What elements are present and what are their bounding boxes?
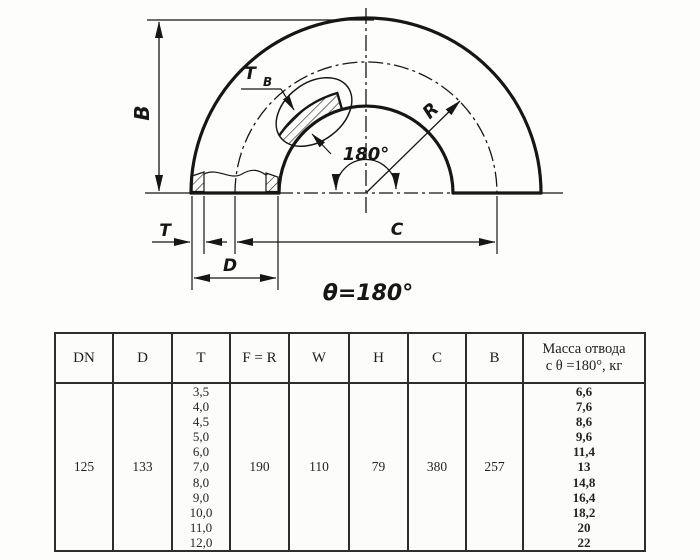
cell-f-r: 190 bbox=[230, 383, 289, 551]
dimensions-table bbox=[54, 332, 646, 552]
mass-header-line2: с θ =180°, кг bbox=[545, 358, 623, 374]
dimension-extension-lines bbox=[192, 196, 497, 290]
mass-values-list: 6,6 7,6 8,6 9,6 11,4 13 14,8 16,4 18,2 20 22 bbox=[572, 384, 596, 550]
angle-label: 180° bbox=[342, 144, 390, 165]
cell-dn: 125 bbox=[55, 383, 113, 551]
dimension-B bbox=[130, 22, 159, 191]
col-header-c: C bbox=[408, 333, 466, 383]
break-wavy-line bbox=[204, 170, 266, 176]
dim-T-label: T bbox=[159, 221, 171, 241]
dim-D-label: D bbox=[222, 256, 238, 276]
col-header-w: W bbox=[289, 333, 349, 383]
dimension-T bbox=[152, 221, 227, 242]
cell-d: 133 bbox=[113, 383, 172, 551]
dim-B-label: B bbox=[130, 105, 154, 121]
cell-b: 257 bbox=[466, 383, 523, 551]
extension-and-center-lines bbox=[145, 8, 563, 214]
col-header-mass bbox=[523, 333, 645, 383]
col-header-t: T bbox=[172, 333, 230, 383]
mass-header-line1: Масса отвода bbox=[542, 341, 626, 357]
col-header-h: H bbox=[349, 333, 408, 383]
col-header-b: B bbox=[466, 333, 523, 383]
t-values-list: 3,5 4,0 4,5 5,0 6,0 7,0 8,0 9,0 10,0 11,0 12,0 bbox=[189, 384, 213, 550]
dim-C-label: C bbox=[390, 220, 404, 240]
cell-mass-values bbox=[523, 383, 645, 551]
dimension-D bbox=[194, 256, 276, 278]
table-row bbox=[55, 383, 645, 551]
col-header-dn: DN bbox=[55, 333, 113, 383]
header-row bbox=[55, 333, 645, 383]
right-wall-hatch bbox=[266, 173, 278, 192]
left-wall-hatch bbox=[192, 172, 204, 192]
dim-Tb-label: T bbox=[244, 64, 256, 84]
cell-w: 110 bbox=[289, 383, 349, 551]
col-header-f-r: F = R bbox=[230, 333, 289, 383]
col-header-d: D bbox=[113, 333, 172, 383]
cell-h: 79 bbox=[349, 383, 408, 551]
theta-annotation: θ=180° bbox=[322, 281, 414, 306]
cell-t-values bbox=[172, 383, 230, 551]
dimension-C bbox=[237, 220, 495, 242]
cell-c: 380 bbox=[408, 383, 466, 551]
dim-R-label: R bbox=[418, 98, 444, 124]
dim-Tb-subscript: B bbox=[263, 75, 273, 89]
